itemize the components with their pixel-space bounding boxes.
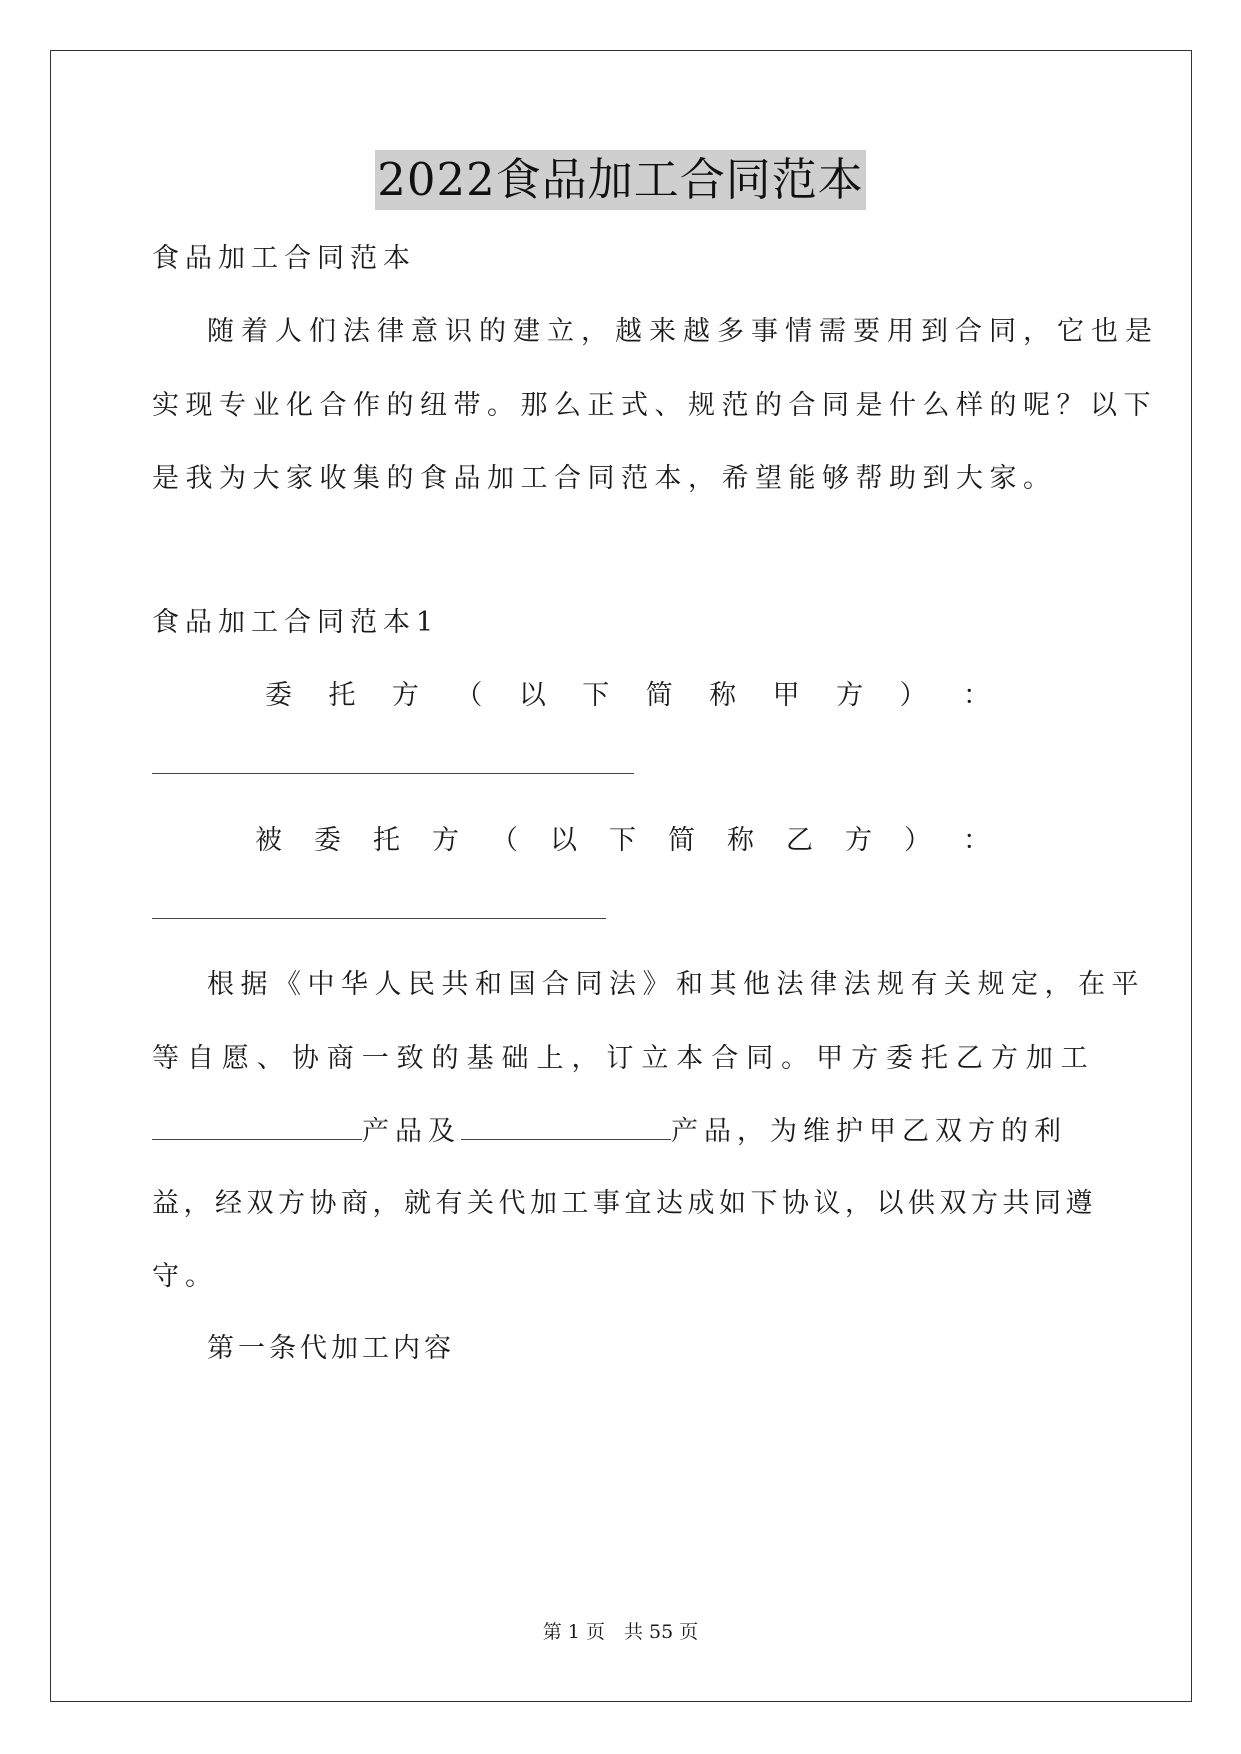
party-a-label xyxy=(265,676,990,716)
intro-line-1: 随着人们法律意识的建立，越来越多事情需要用到合同，它也是 xyxy=(207,316,1159,347)
body-line-2-char: 本 xyxy=(676,1043,704,1074)
body-line-2-char: 等 xyxy=(152,1043,179,1074)
body-line-2-char: 愿 xyxy=(221,1043,249,1074)
body-line-2-char: 乙 xyxy=(955,1043,983,1074)
party-a-char: ： xyxy=(962,680,990,711)
party-b-char: 称 xyxy=(727,825,754,856)
party-b-char: 下 xyxy=(609,825,636,856)
body-line-2-char: 立 xyxy=(641,1043,669,1074)
party-b-char: 乙 xyxy=(786,825,813,856)
body-line-2-char: 的 xyxy=(431,1043,459,1074)
body-line-2-char: 托 xyxy=(920,1043,948,1074)
body-line-5: 守。 xyxy=(152,1261,218,1292)
body-line-2 xyxy=(152,1039,1088,1079)
footer-page-mid: 页 共 xyxy=(585,1621,643,1643)
party-a-char: 称 xyxy=(709,680,737,711)
body-line-2-char: 致 xyxy=(396,1043,424,1074)
body-line-2-char: 协 xyxy=(291,1043,319,1074)
body-line-4: 益，经双方协商，就有关代加工事宜达成如下协议，以供双方共同遵 xyxy=(152,1188,1097,1219)
body-line-2-char: 商 xyxy=(326,1043,354,1074)
body-line-2-char: 自 xyxy=(186,1043,214,1074)
body-line-2-char: ， xyxy=(571,1043,599,1074)
document-subtitle: 食品加工合同范本 xyxy=(152,243,416,274)
party-a-char: 方 xyxy=(836,680,864,711)
section-heading: 食品加工合同范本1 xyxy=(152,607,440,638)
article-1-heading: 第一条代加工内容 xyxy=(207,1333,455,1364)
body-line-3-part2: 产品，为维护甲乙双方的利 xyxy=(671,1116,1067,1147)
party-a-char: （ xyxy=(455,680,483,711)
intro-line-2: 实现专业化合作的纽带。那么正式、规范的合同是什么样的呢？以下 xyxy=(152,390,1157,421)
party-a-char: 以 xyxy=(518,680,546,711)
body-line-2-char: 、 xyxy=(256,1043,284,1074)
body-line-2-char: 同 xyxy=(746,1043,774,1074)
body-line-2-char: 委 xyxy=(886,1043,914,1074)
body-line-2-char: 方 xyxy=(851,1043,879,1074)
body-line-2-char: 合 xyxy=(711,1043,739,1074)
body-line-2-char: 上 xyxy=(536,1043,564,1074)
party-b-char: ） xyxy=(904,825,931,856)
footer-page-total: 55 xyxy=(649,1621,674,1643)
product-blank-1 xyxy=(152,1111,362,1140)
body-line-2-char: 基 xyxy=(466,1043,494,1074)
party-b-char: ： xyxy=(963,825,990,856)
body-line-2-char: 。 xyxy=(781,1043,809,1074)
party-a-char: 方 xyxy=(391,680,419,711)
party-b-char: 简 xyxy=(668,825,695,856)
party-b-char: 以 xyxy=(550,825,577,856)
party-b-char: 托 xyxy=(373,825,400,856)
document-title: 2022食品加工合同范本 xyxy=(375,150,866,210)
party-a-blank-line xyxy=(152,773,634,774)
footer-page-suffix: 页 xyxy=(679,1621,699,1643)
party-a-char: 委 xyxy=(265,680,292,711)
party-b-char: （ xyxy=(491,825,518,856)
page-border xyxy=(50,50,1192,1702)
party-b-blank-line xyxy=(152,918,606,919)
footer-page-current: 1 xyxy=(567,1621,580,1643)
page-footer xyxy=(0,1617,1241,1644)
party-b-label xyxy=(255,821,990,861)
body-line-3-part1: 产品及 xyxy=(362,1116,461,1147)
party-b-char: 方 xyxy=(432,825,459,856)
body-line-2-char: 甲 xyxy=(816,1043,844,1074)
party-b-char: 委 xyxy=(314,825,341,856)
product-blank-2 xyxy=(461,1111,671,1140)
party-b-char: 被 xyxy=(255,825,282,856)
party-b-char: 方 xyxy=(845,825,872,856)
body-line-1: 根据《中华人民共和国合同法》和其他法律法规有关规定，在平 xyxy=(207,969,1145,1000)
party-a-char: 简 xyxy=(645,680,673,711)
body-line-2-char: 一 xyxy=(361,1043,389,1074)
intro-line-3: 是我为大家收集的食品加工合同范本，希望能够帮助到大家。 xyxy=(152,463,1057,494)
party-a-char: 下 xyxy=(582,680,610,711)
body-line-2-char: 方 xyxy=(990,1043,1018,1074)
title-container xyxy=(0,150,1241,210)
party-a-char: 甲 xyxy=(772,680,800,711)
party-a-char: 托 xyxy=(328,680,356,711)
body-line-2-char: 加 xyxy=(1025,1043,1053,1074)
body-line-2-char: 订 xyxy=(606,1043,634,1074)
party-a-char: ） xyxy=(899,680,927,711)
body-line-2-char: 工 xyxy=(1060,1043,1088,1074)
footer-page-prefix: 第 xyxy=(542,1621,562,1643)
body-line-2-char: 础 xyxy=(501,1043,529,1074)
body-line-3 xyxy=(152,1111,1088,1152)
